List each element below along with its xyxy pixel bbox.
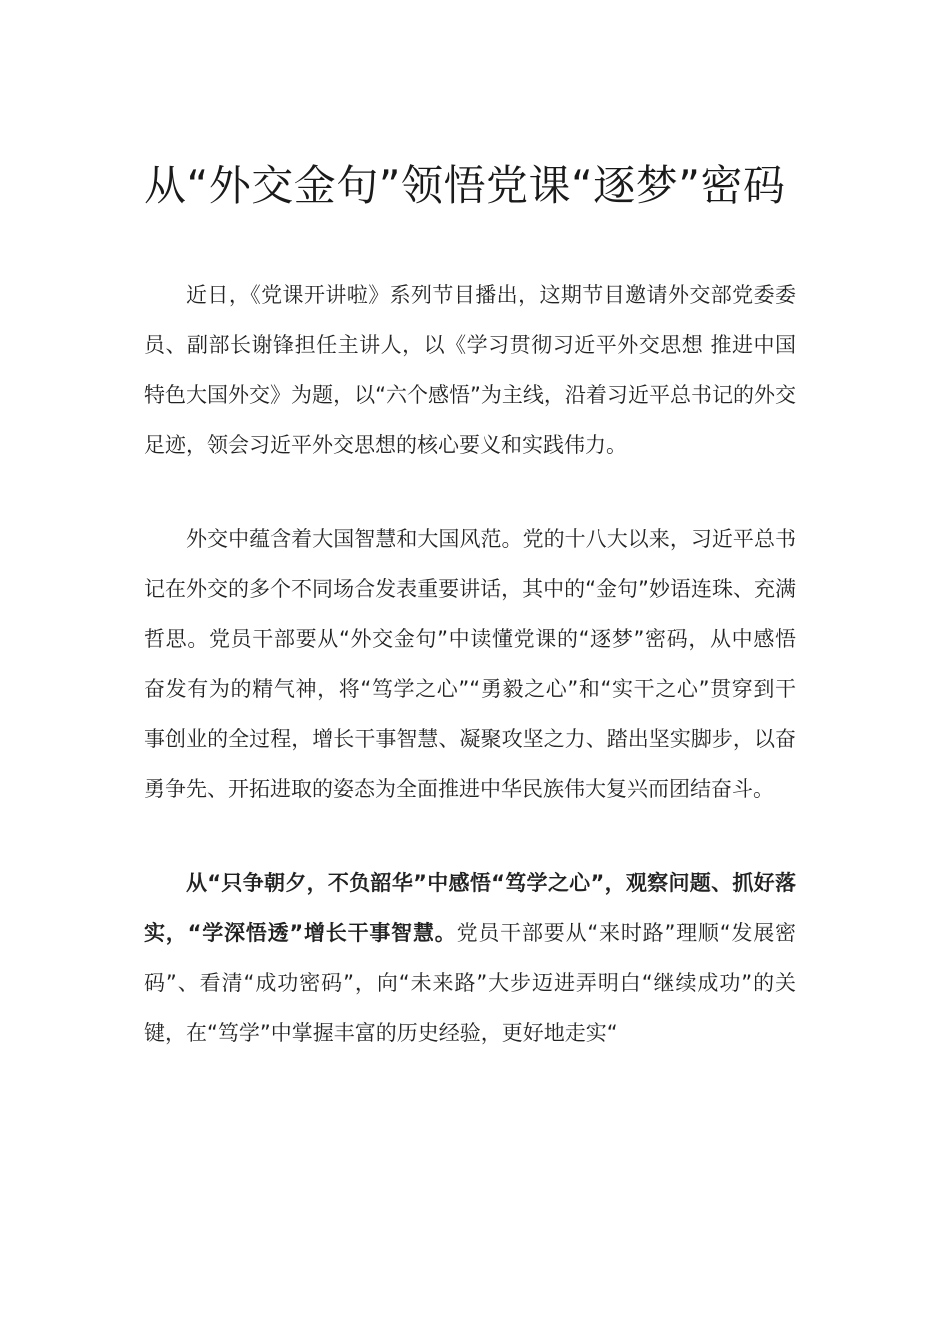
paragraph-body-text: 党员干部要从“来时路”理顺“发展密码”、看清“成功密码”，向“未来路”大步迈进弄明白“继续成功”的关键，在“笃学”中掌握丰富的历史经验，更好地走实“ [144,921,796,1045]
paragraph-study-heart [144,858,796,1058]
paragraph-intro: 近日，《党课开讲啦》系列节目播出，这期节目邀请外交部党委委员、副部长谢锋担任主讲人，以《学习贯彻习近平外交思想 推进中国特色大国外交》为题，以“六个感悟”为主线，沿着习近平总书记的外交足迹，领会习近平外交思想的核心要义和实践伟力。 [144,283,796,457]
paragraph-bold-lead: 从“只争朝夕，不负韶华”中感悟“笃学之心”，观察问题、抓好落实，“学深悟透”增长干事智慧。 [144,871,796,945]
paragraph-diplomacy: 外交中蕴含着大国智慧和大国风范。党的十八大以来，习近平总书记在外交的多个不同场合发表重要讲话，其中的“金句”妙语连珠、充满哲思。党员干部要从“外交金句”中读懂党课的“逐梦”密码，从中感悟奋发有为的精气神，将“笃学之心”“勇毅之心”和“实干之心”贯穿到干事创业的全过程，增长干事智慧、凝聚攻坚之力、踏出坚实脚步，以奋勇争先、开拓进取的姿态为全面推进中华民族伟大复兴而团结奋斗。 [144,527,796,801]
document-title: 从“外交金句”领悟党课“逐梦”密码 [144,161,786,210]
document-body [144,160,796,1058]
